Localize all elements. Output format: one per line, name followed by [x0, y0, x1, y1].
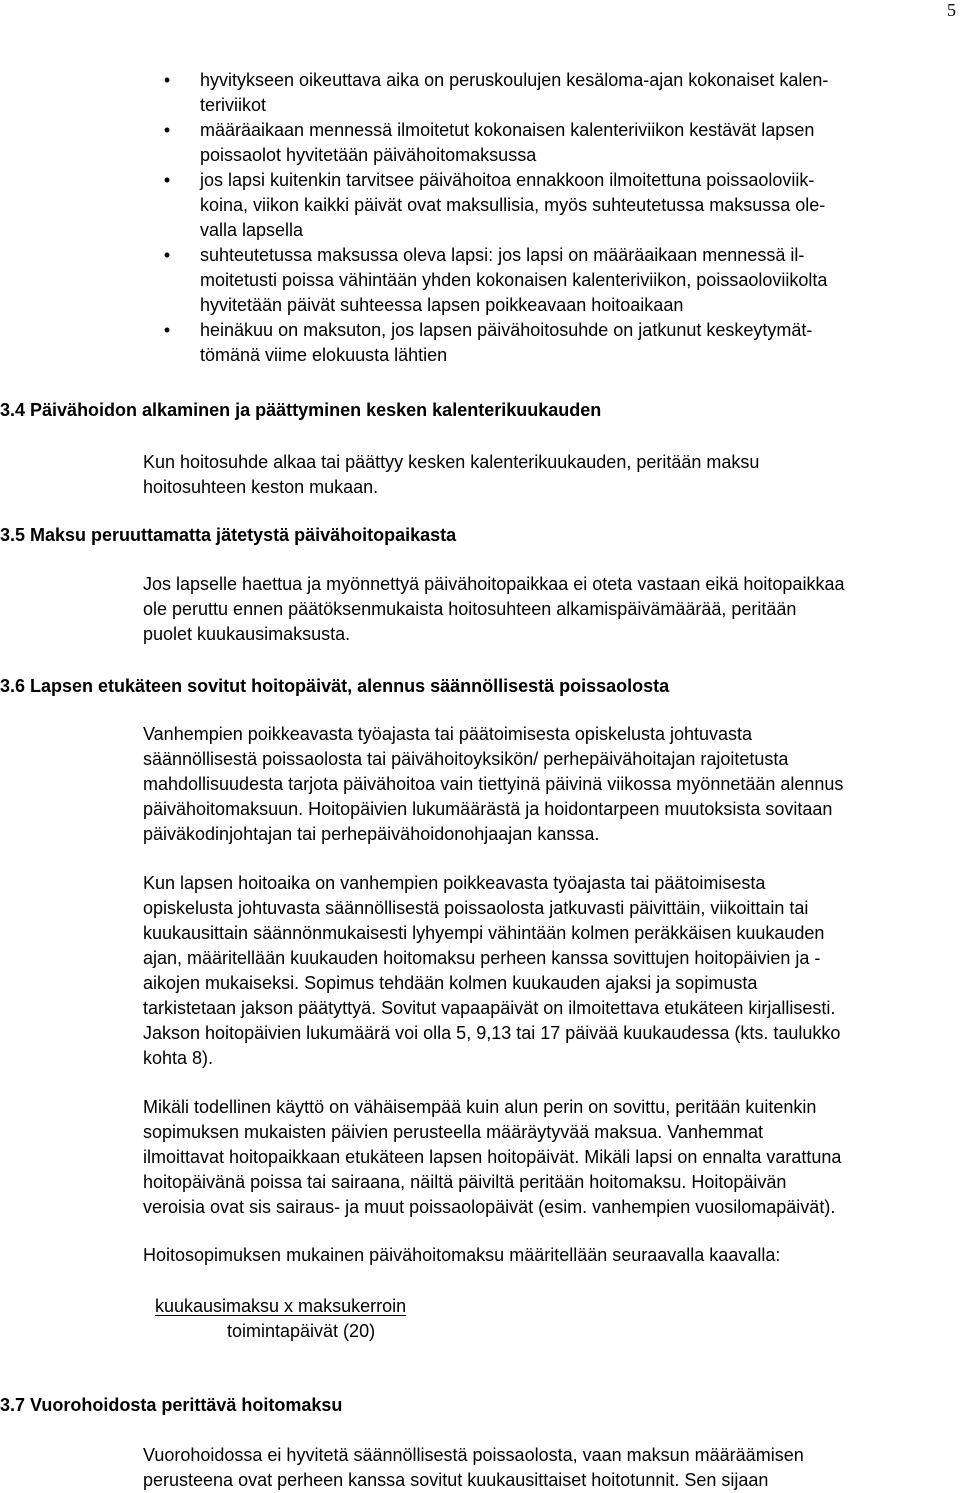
bullet-line: hyvitykseen oikeuttava aika on peruskoulujen kesäloma-ajan kokonaiset kalen- [200, 70, 829, 90]
text-line: päivähoitomaksuun. Hoitopäivien lukumäärästä ja hoidontarpeen muutoksista sovitaan [143, 799, 833, 819]
text-line: säännöllisestä poissaolosta tai päivähoitoyksikön/ perhepäivähoitajan rajoitetusta [143, 749, 789, 769]
section-heading-3-5: 3.5 Maksu peruuttamatta jätetystä päivähoitopaikasta [0, 525, 457, 545]
text-line: Jakson hoitopäivien lukumäärä voi olla 5, 9,13 tai 17 päivää kuukaudessa (kts. taulukko [143, 1023, 841, 1043]
text-line: opiskelusta johtuvasta säännöllisestä poissaolosta jatkuvasti päivittäin, viikoittain tai [143, 898, 809, 918]
bullet-line: tömänä viime elokuusta lähtien [200, 345, 448, 365]
text-line: päiväkodinjohtajan tai perhepäivähoidonohjaajan kanssa. [143, 824, 600, 844]
text-line: ole peruttu ennen päätöksenmukaista hoitosuhteen alkamispäivämäärää, peritään [143, 599, 797, 619]
formula-numerator: kuukausimaksu x maksukerroin [155, 1296, 407, 1316]
text-line: perusteena ovat perheen kanssa sovitut kuukausittaiset hoitotunnit. Sen sijaan [143, 1470, 769, 1490]
list-item [160, 118, 940, 168]
text-line: Kun hoitosuhde alkaa tai päättyy kesken kalenterikuukauden, peritään maksu [143, 452, 760, 472]
section-heading-3-6: 3.6 Lapsen etukäteen sovitut hoitopäivät, alennus säännöllisestä poissaolosta [0, 676, 670, 696]
text-line: hoitopäivänä poissa tai sairaana, näiltä päiviltä peritään hoitomaksu. Hoitopäivän [143, 1172, 787, 1192]
section-heading-3-7: 3.7 Vuorohoidosta perittävä hoitomaksu [0, 1395, 343, 1415]
bullet-line: teriviikot [200, 95, 267, 115]
formula-denominator: toimintapäivät (20) [227, 1321, 376, 1341]
bullet-line: koina, viikon kaikki päivät ovat maksullisia, myös suhteutetussa maksussa ole- [200, 195, 826, 215]
text-line: veroisia ovat sis sairaus- ja muut poissaolopäivät (esim. vanhempien vuosilomapäivät). [143, 1197, 836, 1217]
fee-formula [155, 1294, 406, 1344]
text-line: ilmoittavat hoitopaikkaan etukäteen lapsen hoitopäivät. Mikäli lapsi on ennalta varattuna [143, 1147, 842, 1167]
bullet-icon: • [163, 120, 171, 140]
text-line: Mikäli todellinen käyttö on vähäisempää kuin alun perin on sovittu, peritään kuitenkin [143, 1097, 817, 1117]
section-3-5-paragraph [143, 572, 958, 647]
text-line: kuukausittain säännönmukaisesti lyhyempi vähintään kolmen peräkkäisen kuukauden [143, 923, 825, 943]
text-line: Kun lapsen hoitoaika on vanhempien poikkeavasta työajasta tai päätoimisesta [143, 873, 766, 893]
bullet-line: suhteutetussa maksussa oleva lapsi: jos lapsi on määräaikaan mennessä il- [200, 245, 805, 265]
section-3-6-paragraph-1 [143, 722, 958, 847]
bullet-icon: • [163, 170, 171, 190]
text-line: ajan, määritellään kuukauden hoitomaksu perheen kanssa sovittujen hoitopäivien ja - [143, 948, 821, 968]
bullet-line: poissaolot hyvitetään päivähoitomaksussa [200, 145, 537, 165]
bullet-line: hyvitetään päivät suhteessa lapsen poikkeavaan hoitoaikaan [200, 295, 684, 315]
text-line: kohta 8). [143, 1048, 214, 1068]
list-item [160, 68, 940, 118]
text-line: mahdollisuudesta tarjota päivähoitoa vain tiettyinä päivinä viikossa myönnetään alennus [143, 774, 844, 794]
text-line: aikojen mukaiseksi. Sopimus tehdään kolmen kuukauden ajaksi ja sopimusta [143, 973, 758, 993]
text-line: hoitosuhteen keston mukaan. [143, 477, 379, 497]
bullet-icon: • [163, 70, 171, 90]
text-line: Vanhempien poikkeavasta työajasta tai päätoimisesta opiskelusta johtuvasta [143, 724, 753, 744]
section-3-6-paragraph-3 [143, 1095, 958, 1220]
bullet-line: määräaikaan mennessä ilmoitetut kokonaisen kalenteriviikon kestävät lapsen [200, 120, 815, 140]
list-item [160, 243, 940, 318]
section-3-6-paragraph-2 [143, 871, 958, 1071]
bullet-line: heinäkuu on maksuton, jos lapsen päivähoitosuhde on jatkunut keskeytymät- [200, 320, 813, 340]
text-line: Jos lapselle haettua ja myönnettyä päivähoitopaikkaa ei oteta vastaan eikä hoitopaikkaa [143, 574, 845, 594]
list-item [160, 318, 940, 368]
section-3-7-paragraph [143, 1443, 958, 1493]
bullet-list [160, 68, 940, 368]
section-3-6-paragraph-4 [143, 1243, 958, 1268]
bullet-icon: • [163, 245, 171, 265]
text-line: sopimuksen mukaisten päivien perusteella määräytyvää maksua. Vanhemmat [143, 1122, 763, 1142]
bullet-line: moitetusti poissa vähintään yhden kokonaisen kalenteriviikon, poissaoloviikolta [200, 270, 828, 290]
text-line: puolet kuukausimaksusta. [143, 624, 351, 644]
bullet-line: valla lapsella [200, 220, 304, 240]
section-3-4-paragraph [143, 450, 958, 500]
section-heading-3-4: 3.4 Päivähoidon alkaminen ja päättyminen kesken kalenterikuukauden [0, 400, 602, 420]
text-line: Hoitosopimuksen mukainen päivähoitomaksu määritellään seuraavalla kaavalla: [143, 1245, 781, 1265]
text-line: tarkistetaan jakson päätyttyä. Sovitut vapaapäivät on ilmoitettava etukäteen kirjallisesti. [143, 998, 836, 1018]
bullet-icon: • [163, 320, 171, 340]
bullet-line: jos lapsi kuitenkin tarvitsee päivähoitoa ennakkoon ilmoitettuna poissaoloviik- [200, 170, 815, 190]
text-line: Vuorohoidossa ei hyvitetä säännöllisestä poissaolosta, vaan maksun määräämisen [143, 1445, 804, 1465]
list-item [160, 168, 940, 243]
page-number: 5 [947, 0, 956, 20]
